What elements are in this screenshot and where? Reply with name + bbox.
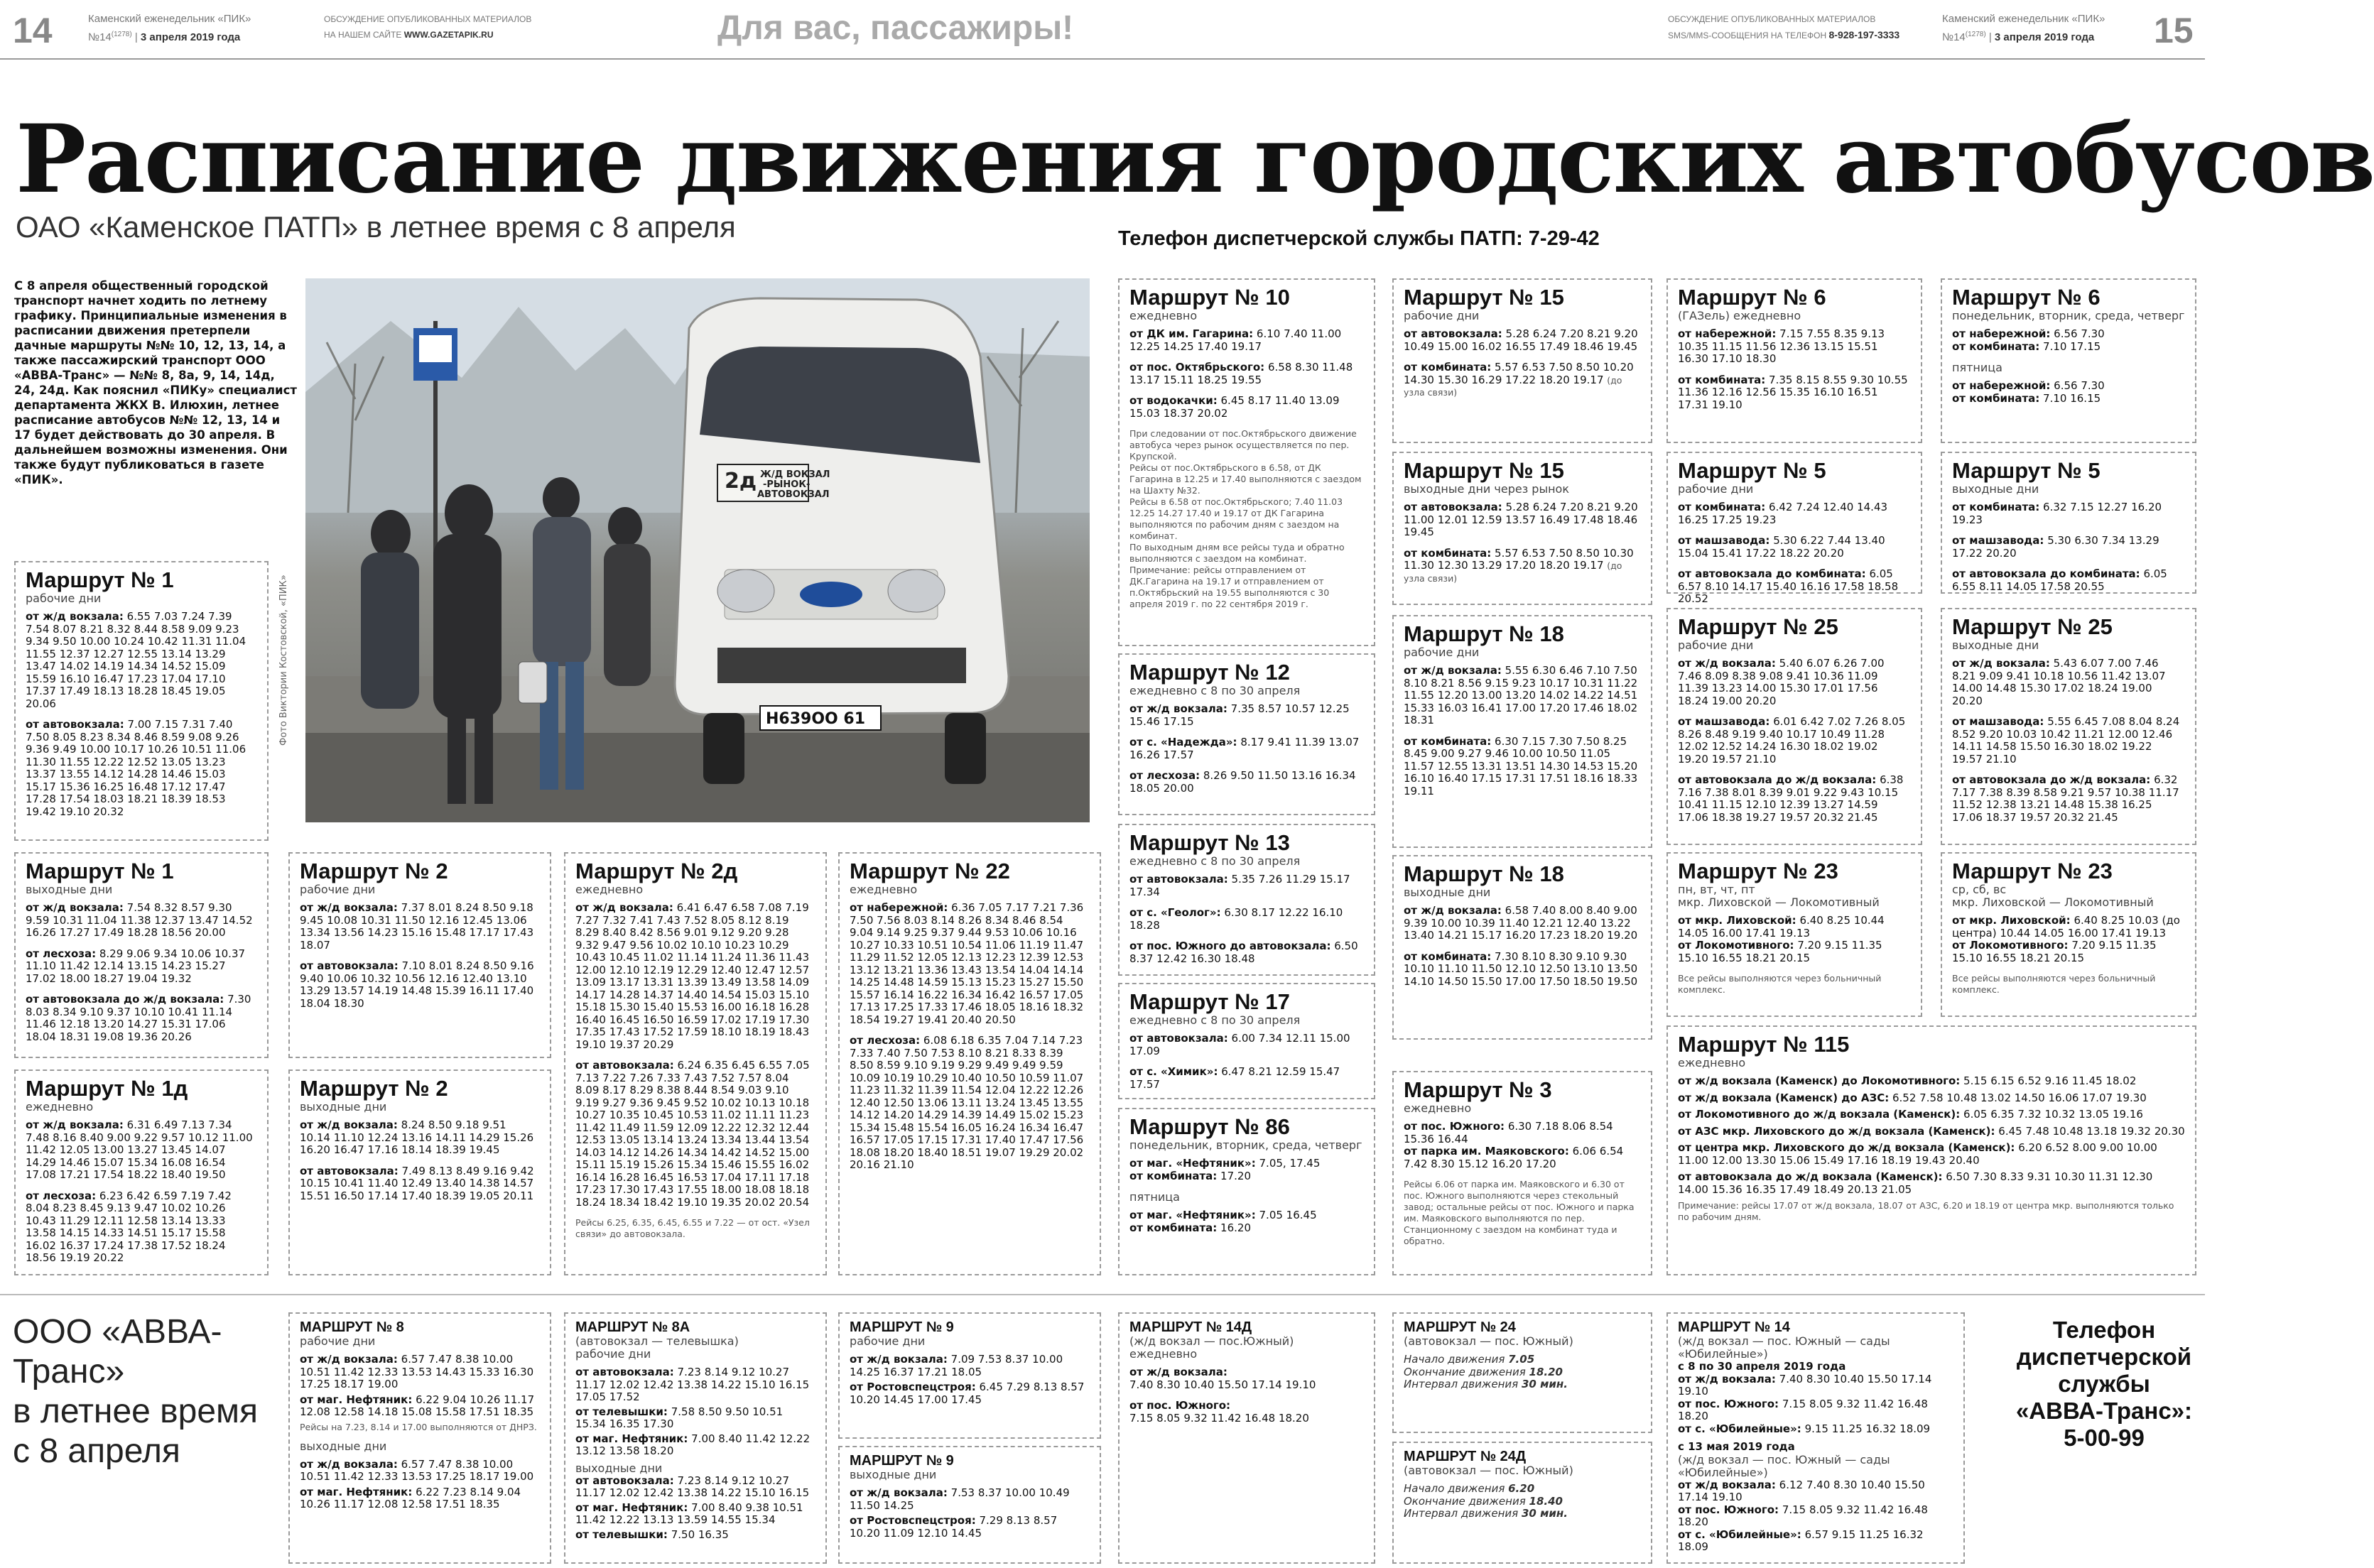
route-card-115: Маршрут № 115 ежедневно от ж/д вокзала (Каменск) до Локомотивного: 5.15 6.15 6.52 9.16 11.45 18.02 от ж/д вокзала (Каменск) до АЗС: 6.52 7.58 10.48 13.02 14.50 16.06 17.07 19.30 от Локомотивного до ж/д вокзала (Каменск): 6.05 6.35 7.32 10.32 13.05 19.16 от АЗС мкр. Лиховского до ж/д вокзала (Каменск): 6.45 7.48 10.48 13.18 19.32 20.30 от центра мкр. Лиховского до ж/д вокзала (Каменск): 6.20 6.52 8.00 9.00 10.00 11.00 12.00 13.30 15.06 15.49 17.16 18.19 19.43 20.40 от автовокзала до ж/д вокзала (Каменск): 6.50 7.30 8.33 9.31 10.30 11.31 12.30 14.00 15.36 16.35 17.49 18.49 20.13 21.05 Примечание: рейсы 17.07 от ж/д вокзала, 18.07 от АЗС, 6.20 и 18.19 от центра мкр. выполняются только по рабочим дням. xyxy=(1666,1025,2196,1275)
route-title: МАРШРУТ № 9 xyxy=(850,1453,954,1469)
header-pub-right: Каменский еженедельник «ПИК» $№14^{(1278)}$ | 3 апреля 2019 года xyxy=(1942,13,2105,43)
route-note: Рейсы 6.25, 6.35, 6.45, 6.55 и 7.22 — от ост. «Узел связи» до автовокзала. xyxy=(575,1217,810,1239)
route-title: МАРШРУТ № 9 xyxy=(850,1319,954,1335)
route-card-10: Маршрут № 10 ежедневно от ДК им. Гагарина: 6.10 7.40 11.00 12.25 14.25 17.40 19.17 от пос. Октябрьского: 6.58 8.30 11.48 13.17 15.11 18.25 19.55 от водокачки: 6.45 8.17 11.40 13.09 15.03 18.37 20.02 При следовании от пос.Октябрьского движение автобуса через рынок осуществляется по пер. Крупской. Рейсы от пос.Октябрьского в 6.58, от ДК Гагарина в 12.25 и 17.40 выполняются с заездом на Шахту №32. Рейсы в 6.58 от пос.Октябрьского; 7.40 11.03 12.25 14.27 17.40 и 19.17 от ДК Гагарина выполняются по рабочим дням с заездом на комбинат. По выходным дням все рейсы туда и обратно выполняются с заездом на комбинат. Примечание: рейсы отправлением от ДК.Гагарина на 19.17 и отправлением от п.Октябрьский на 19.55 выполняются с 30 апреля 2019 г. по 22 сентября 2019 г. xyxy=(1118,278,1375,646)
route-title: Маршрут № 12 xyxy=(1129,660,1290,685)
abva-route-8: МАРШРУТ № 8 рабочие дни от ж/д вокзала: 6.57 7.47 8.38 10.00 10.51 11.42 12.33 13.53 14.43 15.33 16.30 17.25 18.17 19.00 от маг. Нефтяник: 6.22 9.04 10.26 11.17 12.08 12.58 14.18 15.08 15.58 17.51 18.35 Рейсы на 7.23, 8.14 и 17.00 выполняются от ДНРЗ. выходные дни от ж/д вокзала: 6.57 7.47 8.38 10.00 10.51 11.42 12.33 13.53 17.25 18.17 19.00 от маг. Нефтяник: 6.22 7.23 8.14 9.04 10.26 11.17 12.08 12.58 17.51 18.35 xyxy=(288,1312,551,1564)
route-card-2-weekends: Маршрут № 2 выходные дни от ж/д вокзала: 8.24 8.50 9.18 9.51 10.14 11.10 12.24 13.16 14.11 14.29 15.26 16.20 16.47 17.16 18.14 18.39 19.45 от автовокзала: 7.49 8.13 8.49 9.16 9.42 10.15 10.41 11.40 12.49 13.40 14.38 14.57 15.51 16.50 17.14 17.40 18.39 19.05 20.11 xyxy=(288,1069,551,1275)
headline: Расписание движения городских автобусов xyxy=(16,104,2374,214)
route-title: Маршрут № 23 xyxy=(1952,859,2113,883)
abva-route-14d: МАРШРУТ № 14Д (ж/д вокзал — пос.Южный) ежедневно от ж/д вокзала: 7.40 8.30 10.40 15.50 17.14 19.10 от пос. Южного: 7.15 8.05 9.32 11.42 16.48 18.20 xyxy=(1118,1312,1375,1564)
route-card-1-weekends: Маршрут № 1 выходные дни от ж/д вокзала: 7.54 8.32 8.57 9.30 9.59 10.31 11.04 11.38 12.37 13.47 14.52 16.26 17.27 17.49 18.28 18.56 20.00 от лесхоза: 8.29 9.06 9.34 10.06 10.37 11.10 11.42 12.14 13.15 14.23 15.27 17.02 18.00 18.27 19.04 19.32 от автовокзала до ж/д вокзала: 7.30 8.03 8.34 9.10 9.37 10.10 10.41 11.14 11.46 12.18 13.20 14.27 15.31 17.06 18.04 18.31 19.08 19.36 20.26 xyxy=(14,852,269,1058)
header-pub-left: Каменский еженедельник «ПИК» $№14^{(1278)}$ | 3 апреля 2019 года xyxy=(88,13,251,43)
route-subtitle: рабочие дни xyxy=(300,883,376,896)
abva-route-8a: МАРШРУТ № 8А (автовокзал — телевышка) рабочие дни от автовокзала: 7.23 8.14 9.12 10.27 11.17 12.02 12.42 13.38 14.22 15.10 16.15 17.05 17.52 от телевышки: 7.58 8.50 9.50 10.51 15.34 16.35 17.30 от маг. Нефтяник: 7.00 8.40 11.42 12.22 13.12 13.58 18.20 выходные дни от автовокзала: 7.23 8.14 9.12 10.27 11.17 12.02 12.42 13.38 14.22 15.10 16.15 от маг. Нефтяник: 7.00 8.40 9.38 10.51 11.42 12.22 13.13 13.59 14.55 15.34 от телевышки: 7.50 16.35 xyxy=(564,1312,827,1564)
route-subtitle: (автовокзал — пос. Южный) xyxy=(1404,1334,1573,1348)
route-title: Маршрут № 13 xyxy=(1129,830,1290,855)
route-card-25-workdays: Маршрут № 25 рабочие дни от ж/д вокзала: 5.40 6.07 6.26 7.00 7.46 8.09 8.38 9.08 9.41 10.36 11.09 11.39 13.23 14.00 15.30 17.01 17.56 18.24 19.00 20.20 от машзавода: 6.01 6.42 7.02 7.26 8.05 8.26 8.48 9.19 9.40 10.17 10.49 11.28 12.02 12.52 14.24 16.30 18.02 19.02 19.20 19.57 21.10 от автовокзала до ж/д вокзала: 6.38 7.16 7.38 8.01 8.39 9.01 9.22 9.43 10.15 10.41 11.15 12.10 12.39 13.27 14.59 17.06 18.38 19.27 19.57 20.32 21.45 xyxy=(1666,608,1922,845)
route-subtitle: рабочие дни xyxy=(850,1334,926,1348)
bus-photo-illustration xyxy=(305,278,1090,822)
route-subtitle: ср, сб, вс xyxy=(1952,883,2007,896)
route-subtitle: рабочие дни xyxy=(1404,646,1480,659)
bus-sign-line1: Ж/Д ВОКЗАЛ xyxy=(760,469,830,480)
route-title: Маршрут № 86 xyxy=(1129,1114,1290,1139)
route-subtitle: рабочие дни xyxy=(300,1334,376,1348)
route-subtitle: ежедневно xyxy=(1404,1101,1472,1115)
route-subtitle: ежедневно xyxy=(1678,1056,1746,1069)
route-title: Маршрут № 6 xyxy=(1678,285,1826,310)
route-card-22: Маршрут № 22 ежедневно от набережной: 6.36 7.05 7.17 7.21 7.36 7.50 7.56 8.03 8.14 8.26 8.34 8.46 8.54 9.04 9.14 9.25 9.37 9.44 9.53 10.06 10.16 10.27 10.33 10.51 10.54 11.06 11.19 11.47 11.29 11.52 12.05 12.13 12.23 12.39 12.53 13.12 13.21 13.36 13.43 13.54 14.04 14.14 14.25 14.48 14.59 15.13 15.23 15.27 15.50 15.57 16.14 16.22 16.34 16.42 16.57 17.05 17.13 17.25 17.33 17.46 18.05 18.16 18.32 18.54 19.27 19.41 20.40 20.50 от лесхоза: 6.08 6.18 6.35 7.04 7.14 7.23 7.33 7.40 7.50 7.53 8.10 8.21 8.33 8.39 8.50 8.59 9.10 9.19 9.29 9.49 9.49 9.59 10.09 10.19 10.29 10.40 10.50 10.59 11.07 11.23 11.32 11.39 11.54 12.04 12.22 12.26 12.40 12.50 13.06 13.11 13.24 13.45 13.55 14.12 14.20 14.29 14.39 14.49 15.02 15.23 15.34 15.48 15.54 16.05 16.24 16.34 16.47 16.57 17.05 17.15 17.31 17.40 17.47 17.56 18.08 18.20 18.40 18.51 19.07 19.29 20.02 20.16 21.10 xyxy=(838,852,1101,1275)
route-title: МАРШРУТ № 8А xyxy=(575,1319,690,1335)
page-header xyxy=(0,0,2205,60)
abva-route-24d: МАРШРУТ № 24Д (автовокзал — пос. Южный) Начало движения 6.20 Окончание движения 18.40 Интервал движения 30 мин. xyxy=(1392,1442,1652,1564)
route-card-15-workdays: Маршрут № 15 рабочие дни от автовокзала: 5.28 6.24 7.20 8.21 9.20 10.49 15.00 16.02 16.55 17.49 18.46 19.45 от комбината: 5.57 6.53 7.50 8.50 10.20 14.30 15.30 16.29 17.22 18.20 19.17 (до узла связи) xyxy=(1392,278,1652,443)
route-card-5-weekends: Маршрут № 5 выходные дни от комбината: 6.32 7.15 12.27 16.20 19.23 от машзавода: 5.30 6.30 7.34 13.29 17.22 20.20 от автовокзала до комбината: 6.05 6.55 8.11 14.05 17.58 20.55 xyxy=(1941,452,2196,594)
route-note: Рейсы 6.06 от парка им. Маяковского и 6.30 от пос. Южного выполняются через стекольный завод; остальные рейсы от пос. Южного и парка им. Маяковского выполняются по пер. Станционному с заездом на комбинат туда и обратно. xyxy=(1404,1179,1635,1246)
route-subtitle: выходные дни через рынок xyxy=(1404,482,1570,496)
route-subtitle: рабочие дни xyxy=(1678,482,1754,496)
route-title: Маршрут № 6 xyxy=(1952,285,2101,310)
route-title: МАРШРУТ № 14Д xyxy=(1129,1319,1252,1335)
route-title: Маршрут № 18 xyxy=(1404,861,1564,886)
route-subtitle: (ГАЗель) ежедневно xyxy=(1678,309,1801,322)
abva-heading: ООО «АВВА- Транс» в летнее время с 8 апреля xyxy=(13,1313,259,1470)
abva-route-9-workdays: МАРШРУТ № 9 рабочие дни от ж/д вокзала: 7.09 7.53 8.37 10.00 14.25 16.37 17.21 18.05 от Ростовспецстроя: 6.45 7.29 8.13 8.57 10.20 14.45 17.00 17.45 xyxy=(838,1312,1101,1439)
section-title: Для вас, пассажиры! xyxy=(717,9,1074,47)
license-plate: Н639ОО 61 xyxy=(766,710,866,728)
route-card-18-workdays: Маршрут № 18 рабочие дни от ж/д вокзала: 5.55 6.30 6.46 7.10 7.50 8.10 8.21 8.56 9.15 9.23 10.17 10.31 11.22 11.55 12.20 13.00 13.20 14.02 14.22 14.51 15.33 16.03 16.41 17.00 17.20 17.46 18.02 18.31 от комбината: 6.30 7.15 7.30 7.50 8.25 8.45 9.00 9.27 9.46 10.00 10.50 11.05 11.57 12.55 13.31 13.51 14.30 14.53 15.20 16.10 16.40 17.15 17.31 17.51 18.16 18.33 19.11 xyxy=(1392,615,1652,848)
route-card-1d: Маршрут № 1д ежедневно от ж/д вокзала: 6.31 6.49 7.13 7.34 7.48 8.16 8.40 9.00 9.22 9.57 10.12 11.00 11.42 12.05 13.00 13.27 13.45 14.07 14.29 14.46 15.07 15.34 16.08 16.54 17.08 17.21 17.54 18.22 18.40 19.50 от лесхоза: 6.23 6.42 6.59 7.19 7.42 8.04 8.23 8.45 9.13 9.47 10.02 10.26 10.43 11.29 12.11 12.58 13.14 13.33 13.58 14.15 14.33 14.51 15.17 15.58 16.02 16.37 17.24 17.38 17.52 18.24 18.56 19.19 20.22 xyxy=(14,1069,269,1275)
route-subtitle: ежедневно с 8 по 30 апреля xyxy=(1129,1013,1301,1027)
route-subtitle: выходные дни xyxy=(1404,886,1491,899)
page-number-left: 14 xyxy=(13,11,53,50)
route-title: Маршрут № 10 xyxy=(1129,285,1290,310)
route-title: Маршрут № 22 xyxy=(850,859,1010,883)
section-divider xyxy=(0,1294,2205,1295)
route-subtitle: выходные дни xyxy=(1952,638,2039,652)
page-number-right: 15 xyxy=(2154,11,2194,50)
bus-sign-line3: АВТОВОКЗАЛ xyxy=(757,489,830,500)
intro-text: С 8 апреля общественный городской транспорт начнет ходить по летнему графику. Принципиальные изменения в расписании движения претерпели дачные маршруты №№ 10, 12, 13, 14, а также пассажирский транспорт ООО «АВВА-Транс» — №№ 8, 8а, 9, 14, 14д, 24, 24д. Как пояснил «ПИКу» специалист департамента ЖКХ В. Илюхин, летнее расписание автобусов №№ 12, 13, 14 и 17 будет действовать до 30 апреля. В дальнейшем возможны изменения. Они также будут публиковаться в газете «ПИК». xyxy=(14,279,297,486)
route-title: Маршрут № 115 xyxy=(1678,1032,1850,1057)
route-title: Маршрут № 25 xyxy=(1952,614,2113,639)
route-subtitle: ежедневно xyxy=(575,883,644,896)
route-subtitle: понедельник, вторник, среда, четверг xyxy=(1952,309,2185,322)
route-card-17: Маршрут № 17 ежедневно с 8 по 30 апреля от автовокзала: 6.00 7.34 12.11 15.00 17.09 от с. «Химик»: 6.47 8.21 12.59 15.47 17.57 xyxy=(1118,983,1375,1099)
route-title: МАРШРУТ № 8 xyxy=(300,1319,404,1335)
route-subtitle: выходные дни xyxy=(26,883,113,896)
route-title: Маршрут № 15 xyxy=(1404,458,1564,483)
route-card-5-workdays: Маршрут № 5 рабочие дни от комбината: 6.42 7.24 12.40 14.43 16.25 17.25 19.23 от машзавода: 5.30 6.22 7.44 13.40 15.04 15.41 17.22 18.22 20.20 от автовокзала до комбината: 6.05 6.57 8.10 14.17 15.40 16.16 17.58 18.58 20.52 xyxy=(1666,452,1922,594)
route-subtitle: выходные дни xyxy=(300,1100,387,1114)
route-card-25-weekends: Маршрут № 25 выходные дни от ж/д вокзала: 5.43 6.07 7.00 7.46 8.21 9.09 9.41 10.18 10.56 11.42 13.07 14.00 14.48 15.30 17.02 18.24 19.00 20.20 от машзавода: 5.55 6.45 7.08 8.04 8.24 8.52 9.20 10.03 10.42 11.21 12.00 12.46 14.11 14.58 15.50 16.30 18.02 19.22 19.57 21.10 от автовокзала до ж/д вокзала: 6.32 7.17 7.38 8.39 8.58 9.21 9.57 10.38 11.17 11.52 12.38 13.21 14.48 15.38 16.25 17.06 18.37 19.57 20.32 21.45 xyxy=(1941,608,2196,845)
route-card-2d: Маршрут № 2д ежедневно от ж/д вокзала: 6.41 6.47 6.58 7.08 7.19 7.27 7.32 7.41 7.43 7.52 8.05 8.12 8.19 8.29 8.40 8.42 8.56 9.01 9.12 9.20 9.28 9.32 9.47 9.56 10.02 10.10 10.23 10.29 10.43 10.45 11.02 11.14 11.24 11.36 11.43 12.00 12.10 12.19 12.29 12.40 12.47 12.57 13.09 13.17 13.31 13.39 13.49 13.58 14.09 14.17 14.28 14.37 14.40 14.54 15.03 15.10 15.18 15.30 15.40 15.53 16.00 16.18 16.28 16.40 16.45 16.50 16.59 17.02 17.19 17.30 17.35 17.43 17.52 17.59 18.10 18.19 18.43 19.10 19.37 20.29 от автовокзала: 6.24 6.35 6.45 6.55 7.05 7.13 7.22 7.26 7.33 7.43 7.52 7.57 8.04 8.09 8.17 8.29 8.38 8.44 8.54 9.03 9.10 9.19 9.27 9.36 9.45 9.52 10.02 10.13 10.18 10.27 10.35 10.45 10.53 11.02 11.11 11.23 11.42 11.49 11.59 12.09 12.22 12.32 12.44 12.53 13.05 13.14 13.24 13.34 13.44 13.54 14.03 14.12 14.26 14.34 14.42 14.52 15.00 15.11 15.19 15.26 15.34 15.46 15.55 16.02 16.14 16.28 16.45 16.53 17.04 17.11 17.18 17.23 17.30 17.43 17.55 18.00 18.08 18.18 18.24 18.34 18.42 19.10 19.35 20.02 20.54 Рейсы 6.25, 6.35, 6.45, 6.55 и 7.22 — от ост. «Узел связи» до автовокзала. xyxy=(564,852,827,1275)
route-card-1-workdays: Маршрут № 1 рабочие дни от ж/д вокзала: 6.55 7.03 7.24 7.39 7.54 8.07 8.21 8.32 8.44 8.58 9.09 9.23 9.34 9.50 10.00 10.24 10.42 11.31 11.04 11.55 12.37 12.27 12.55 13.14 13.29 13.47 14.02 14.19 14.34 14.52 15.09 15.59 16.10 16.47 17.23 17.04 17.10 17.37 17.49 18.13 18.28 18.45 19.05 20.06 от автовокзала: 7.00 7.15 7.31 7.40 7.50 8.05 8.23 8.34 8.46 8.59 9.08 9.26 9.36 9.49 10.00 10.17 10.26 10.51 11.06 11.30 11.55 12.22 12.52 13.05 13.23 13.37 13.55 14.12 14.28 14.46 15.03 15.17 15.36 16.25 16.48 17.12 17.47 17.28 17.54 18.03 18.21 18.39 18.53 19.42 19.10 20.32 xyxy=(14,561,269,841)
route-subtitle: (ж/д вокзал — пос. Южный — сады «Юбилейные») xyxy=(1678,1334,1890,1361)
route-title: МАРШРУТ № 14 xyxy=(1678,1319,1790,1335)
route-card-15-weekends: Маршрут № 15 выходные дни через рынок от автовокзала: 5.28 6.24 7.20 8.21 9.20 11.00 12.01 12.59 13.57 16.49 17.48 18.46 19.45 от комбината: 5.57 6.53 7.50 8.50 10.30 11.30 12.30 13.29 17.20 18.20 19.17 (до узла связи) xyxy=(1392,452,1652,605)
abva-phone: Телефон диспетчерской службы «АВВА-Транс»: 5-00-99 xyxy=(2015,1317,2193,1451)
route-title: Маршрут № 23 xyxy=(1678,859,1838,883)
route-card-18-weekends: Маршрут № 18 выходные дни от ж/д вокзала: 6.58 7.40 8.00 8.40 9.00 9.39 10.00 10.39 11.40 12.21 12.40 13.22 13.40 14.21 15.17 16.20 17.23 18.20 19.20 от комбината: 7.30 8.10 8.30 9.10 9.30 10.10 11.10 11.50 12.10 12.50 13.10 13.50 14.10 14.50 15.50 17.00 17.50 18.50 19.50 xyxy=(1392,855,1652,1040)
route-subtitle: (автовокзал — пос. Южный) xyxy=(1404,1464,1573,1477)
bus-route-sign: 2д xyxy=(725,469,757,494)
route-subtitle: понедельник, вторник, среда, четверг xyxy=(1129,1138,1362,1152)
bus-sign-line2: -РЫНОК- xyxy=(763,479,811,490)
route-title: Маршрут № 17 xyxy=(1129,989,1290,1014)
route-title: Маршрут № 1 xyxy=(26,567,174,592)
abva-route-14: МАРШРУТ № 14 (ж/д вокзал — пос. Южный — сады «Юбилейные») с 8 по 30 апреля 2019 года от ж/д вокзала: 7.40 8.30 10.40 15.50 17.14 19.10 от пос. Южного: 7.15 8.05 9.32 11.42 16.48 18.20 от с. «Юбилейные»: 9.15 11.25 16.32 18.09 с 13 мая 2019 года (ж/д вокзал — пос. Южный — сады «Юбилейные») от ж/д вокзала: 6.12 7.40 8.30 10.40 15.50 17.14 19.10 от пос. Южного: 7.15 8.05 9.32 11.42 16.48 18.20 от с. «Юбилейные»: 6.57 9.15 11.25 16.32 18.09 xyxy=(1666,1312,1965,1564)
route-title: Маршрут № 5 xyxy=(1952,458,2101,483)
header-sms: ОБСУЖДЕНИЕ ОПУБЛИКОВАННЫХ МАТЕРИАЛОВ SMS/MMS-СООБЩЕНИЯ НА ТЕЛЕФОН 8-928-197-3333 xyxy=(1668,14,1900,40)
route-subtitle: ежедневно xyxy=(850,883,918,896)
route-title: Маршрут № 25 xyxy=(1678,614,1838,639)
route-title: МАРШРУТ № 24Д xyxy=(1404,1449,1527,1464)
route-subtitle: ежедневно xyxy=(26,1100,94,1114)
route-subtitle: рабочие дни xyxy=(1678,638,1754,652)
bus-photo xyxy=(305,278,1090,822)
route-title: Маршрут № 2д xyxy=(575,859,738,883)
dispatch-phone: Телефон диспетчерской службы ПАТП: 7-29-42 xyxy=(1118,227,1600,250)
header-site: ОБСУЖДЕНИЕ ОПУБЛИКОВАННЫХ МАТЕРИАЛОВ НА НАШЕМ САЙТЕ WWW.GAZETAPIK.RU xyxy=(324,14,532,40)
route-title: Маршрут № 2 xyxy=(300,1076,448,1101)
route-title: Маршрут № 1д xyxy=(26,1076,188,1101)
route-subtitle: пн, вт, чт, пт xyxy=(1678,883,1755,896)
subheadline: ОАО «Каменское ПАТП» в летнее время с 8 апреля xyxy=(16,210,736,244)
route-subtitle: выходные дни xyxy=(1952,482,2039,496)
route-card-23-b: Маршрут № 23 ср, сб, вс мкр. Лиховской — Локомотивный от мкр. Лиховской: 6.40 8.25 10.03 (до центра) 10.44 14.05 16.00 17.41 19.13 от Локомотивного: 7.20 9.15 11.35 15.10 16.55 18.21 20.15 Все рейсы выполняются через больничный комплекс. xyxy=(1941,852,2196,1017)
route-title: Маршрут № 3 xyxy=(1404,1077,1552,1102)
route-title: Маршрут № 5 xyxy=(1678,458,1826,483)
route-title: Маршрут № 15 xyxy=(1404,285,1564,310)
route-title: Маршрут № 18 xyxy=(1404,621,1564,646)
photo-credit: Фото Виктории Костовской, «ПИК» xyxy=(278,575,289,746)
route-title: Маршрут № 2 xyxy=(300,859,448,883)
route-subtitle: ежедневно xyxy=(1129,309,1198,322)
route-card-6-gazel: Маршрут № 6 (ГАЗель) ежедневно от набережной: 7.15 7.55 8.35 9.13 10.35 11.15 11.56 12.36 13.15 15.51 16.30 17.10 18.30 от комбината: 7.35 8.15 8.55 9.30 10.55 11.36 12.16 12.56 15.35 16.10 16.51 17.31 19.10 xyxy=(1666,278,1922,443)
route-card-2-workdays: Маршрут № 2 рабочие дни от ж/д вокзала: 7.37 8.01 8.24 8.50 9.18 9.45 10.08 10.31 11.50 12.16 12.45 13.06 13.34 13.56 14.23 15.16 15.48 17.17 17.43 18.07 от автовокзала: 7.10 8.01 8.24 8.50 9.16 9.40 10.06 10.32 10.56 12.16 12.40 13.10 13.29 13.57 14.19 14.48 15.39 16.11 17.40 18.04 18.30 xyxy=(288,852,551,1058)
route-subtitle: ежедневно с 8 по 30 апреля xyxy=(1129,854,1301,868)
abva-route-9-weekends: МАРШРУТ № 9 выходные дни от ж/д вокзала: 7.53 8.37 10.00 10.49 11.50 14.25 от Ростовспецстроя: 7.29 8.13 8.57 10.20 11.09 12.10 14.45 xyxy=(838,1446,1101,1564)
route-subtitle: рабочие дни xyxy=(26,592,102,605)
route-card-13: Маршрут № 13 ежедневно с 8 по 30 апреля от автовокзала: 5.35 7.26 11.29 15.17 17.34 от с. «Геолог»: 6.30 8.17 12.22 16.10 18.28 от пос. Южного до автовокзала: 6.50 8.37 12.42 16.30 18.48 xyxy=(1118,824,1375,976)
route-card-12: Маршрут № 12 ежедневно с 8 по 30 апреля от ж/д вокзала: 7.35 8.57 10.57 12.25 15.46 17.15 от с. «Надежда»: 8.17 9.41 11.39 13.07 16.26 17.57 от лесхоза: 8.26 9.50 11.50 13.16 16.34 18.05 20.00 xyxy=(1118,653,1375,815)
route-card-23-a: Маршрут № 23 пн, вт, чт, пт мкр. Лиховской — Локомотивный от мкр. Лиховской: 6.40 8.25 10.44 14.05 16.00 17.41 19.13 от Локомотивного: 7.20 9.15 11.35 15.10 16.55 18.21 20.15 Все рейсы выполняются через больничный комплекс. xyxy=(1666,852,1922,1017)
route-subtitle: (автовокзал — телевышка) xyxy=(575,1334,739,1348)
route-subtitle: выходные дни xyxy=(850,1468,937,1481)
route-subtitle: ежедневно с 8 по 30 апреля xyxy=(1129,684,1301,697)
route-card-86: Маршрут № 86 понедельник, вторник, среда, четверг от маг. «Нефтяник»: 7.05, 17.45 от комбината: 17.20 пятница от маг. «Нефтяник»: 7.05 16.45 от комбината: 16.20 xyxy=(1118,1108,1375,1275)
route-title: Маршрут № 1 xyxy=(26,859,174,883)
abva-route-24: МАРШРУТ № 24 (автовокзал — пос. Южный) Начало движения 7.05 Окончание движения 18.20 Интервал движения 30 мин. xyxy=(1392,1312,1652,1433)
route-subtitle: рабочие дни xyxy=(1404,309,1480,322)
route-subtitle: (ж/д вокзал — пос.Южный) xyxy=(1129,1334,1294,1348)
route-card-6-weekdays: Маршрут № 6 понедельник, вторник, среда, четверг от набережной: 6.56 7.30 от комбината: 7.10 17.15 пятница от набережной: 6.56 7.30 от комбината: 7.10 16.15 xyxy=(1941,278,2196,443)
route-title: МАРШРУТ № 24 xyxy=(1404,1319,1516,1335)
route-card-3: Маршрут № 3 ежедневно от пос. Южного: 6.30 7.18 8.06 8.54 15.36 16.44 от парка им. Маяковского: 6.06 6.54 7.42 8.30 15.12 16.20 17.20 Рейсы 6.06 от парка им. Маяковского и 6.30 от пос. Южного выполняются через стекольный завод; остальные рейсы от пос. Южного и парка им. Маяковского выполняются по пер. Станционному с заездом на комбинат туда и обратно. xyxy=(1392,1071,1652,1275)
